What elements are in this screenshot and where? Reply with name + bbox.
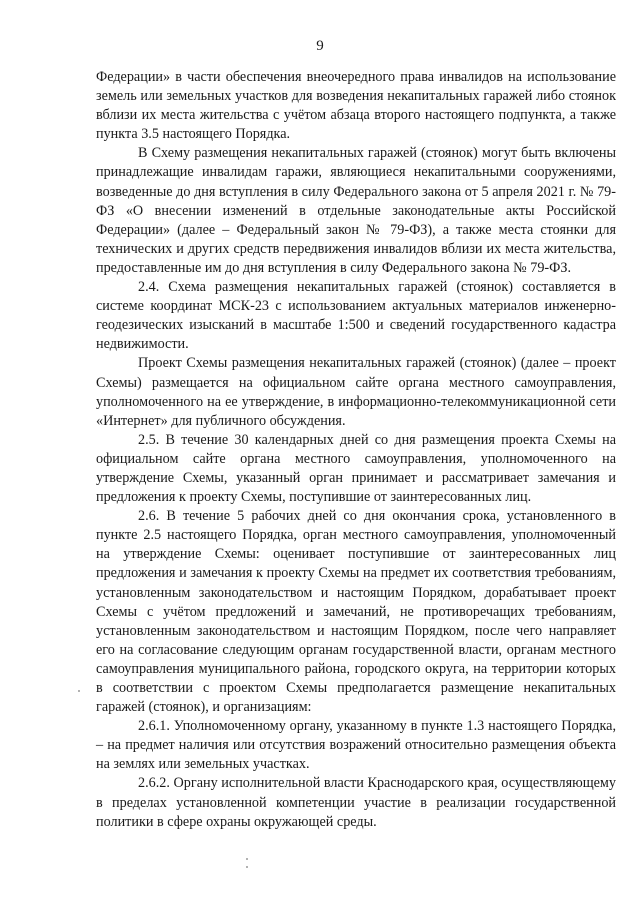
paragraph-draft-publication: Проект Схемы размещения некапитальных гаражей (стоянок) (далее – проект Схемы) размещается на официальном сайте органа местного самоуправления, уполномоченного на ее утверждение, в информационно-телекоммуникационной сети «Интернет» для публичного обсуждения. xyxy=(96,355,616,429)
page-number: 9 xyxy=(316,38,324,54)
paragraph-2-6-2: 2.6.2. Органу исполнительной власти Краснодарского края, осуществляющему в пределах установленной компетенции участие в реализации государственной политики в сфере охраны окружающей среды. xyxy=(96,775,616,830)
paragraph-2-6-1: 2.6.1. Уполномоченному органу, указанному в пункте 1.3 настоящего Порядка, – на предмет наличия или отсутствия возражений относительно размещения объекта на землях или земельных участках. xyxy=(96,718,616,773)
paragraph-scheme-inclusion: В Схему размещения некапитальных гаражей (стоянок) могут быть включены принадлежащие инвалидам гаражи, являющиеся некапитальными сооружениями, возведенные до дня вступления в силу Федерального закона от 5 апреля 2021 г. № 79-ФЗ «О внесении изменений в отдельные законодательные акты Российской Федерации» (далее – Федеральный закон № 79-ФЗ), а также места стоянки для технических и других средств передвижения инвалидов вблизи их места жительства, предоставленные им до дня вступления в силу Федерального закона № 79-ФЗ. xyxy=(96,145,616,276)
paragraph-2-5: 2.5. В течение 30 календарных дней со дня размещения проекта Схемы на официальном сайте органа местного самоуправления, уполномоченного на утверждение Схемы, указанный орган принимает и рассматривает замечания и предложения к проекту Схемы, поступившие от заинтересованных лиц. xyxy=(96,431,616,506)
scan-speck xyxy=(246,866,248,868)
paragraph-continuation: Федерации» в части обеспечения внеочередного права инвалидов на использование земель или земельных участков для возведения некапитальных гаражей либо стоянок вблизи их места жительства с учётом абзаца второго настоящего подпункта, а также пункта 3.5 настоящего Порядка. xyxy=(96,69,616,143)
paragraph-2-4: 2.4. Схема размещения некапитальных гаражей (стоянок) составляется в системе координат МСК-23 с использованием актуальных материалов инженерно-геодезических изысканий в масштабе 1:500 и сведений государственного кадастра недвижимости. xyxy=(96,279,616,353)
document-body xyxy=(96,68,616,832)
scan-speck xyxy=(78,690,80,692)
paragraph-2-6: 2.6. В течение 5 рабочих дней со дня окончания срока, установленного в пункте 2.5 настоящего Порядка, орган местного самоуправления, уполномоченный на утверждение Схемы: оценивает поступившие от заинтересованных лиц предложения и замечания к проекту Схемы на предмет их соответствия требованиям, установленным законодательством и настоящим Порядком, дорабатывает проект Схемы с учётом предложений и замечаний, не противоречащих требованиям, установленным законодательством и настоящим Порядком, после чего направляет его на согласование следующим органам государственной власти, органам местного самоуправления муниципального района, городского округа, на территории которых в соответствии с проектом Схемы предполагается размещение некапитальных гаражей (стоянок), и организациям: xyxy=(96,508,616,716)
scan-speck xyxy=(246,858,248,860)
